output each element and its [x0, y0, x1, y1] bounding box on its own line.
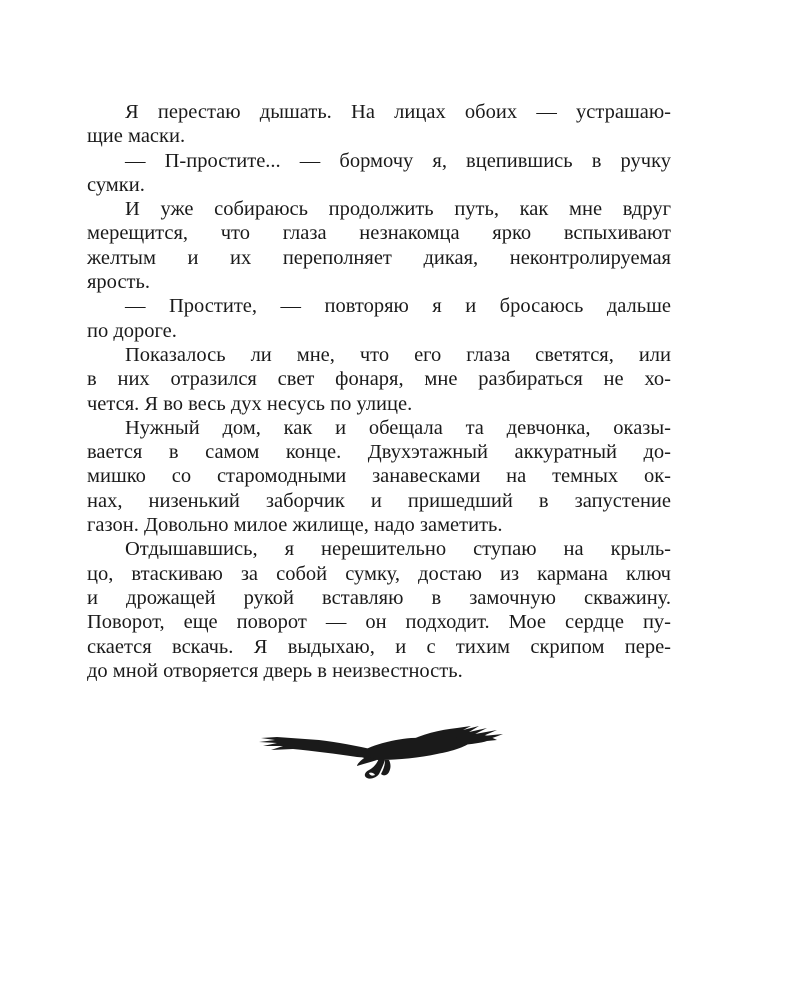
text-line: Отдышавшись, я нерешительно ступаю на крыль- [125, 538, 671, 561]
text-line: скается вскачь. Я выдыхаю, и с тихим скрипом пере- [87, 635, 671, 658]
paragraph-2 [87, 149, 671, 198]
text-line: ярость. [87, 271, 150, 294]
text-line: вается в самом конце. Двухэтажный аккуратный до- [87, 441, 671, 464]
paragraph-3 [87, 197, 671, 294]
text-line: и дрожащей рукой вставляю в замочную скважину. [87, 586, 671, 609]
crow-flying-icon [257, 720, 507, 785]
text-line: И уже собираюсь продолжить путь, как мне вдруг [125, 198, 671, 221]
paragraph-1 [87, 100, 671, 149]
text-line: цо, втаскиваю за собой сумку, достаю из кармана ключ [87, 562, 671, 585]
text-line: желтым и их переполняет дикая, неконтролируемая [87, 246, 671, 269]
paragraph-5 [87, 343, 671, 416]
text-line: Показалось ли мне, что его глаза светятся, или [125, 343, 671, 366]
text-line: мерещится, что глаза незнакомца ярко вспыхивают [87, 222, 671, 245]
text-line: — Простите, — повторяю я и бросаюсь дальше [125, 295, 671, 318]
text-line: щие маски. [87, 125, 186, 148]
text-line: Поворот, еще поворот — он подходит. Мое сердце пу- [87, 611, 671, 634]
text-line: газон. Довольно милое жилище, надо заметить. [87, 514, 503, 537]
paragraph-7 [87, 537, 671, 683]
paragraph-4 [87, 294, 671, 343]
text-line: мишко со старомодными занавесками на темных ок- [87, 465, 671, 488]
text-line: Нужный дом, как и обещала та девчонка, оказы- [125, 416, 671, 439]
text-line: по дороге. [87, 319, 177, 342]
text-line: нах, низенький заборчик и пришедший в запустение [87, 489, 671, 512]
text-line: — П-простите... — бормочу я, вцепившись в ручку [125, 149, 671, 172]
paragraph-6 [87, 416, 671, 537]
page-text [87, 100, 671, 683]
text-line: Я перестаю дышать. На лицах обоих — устрашаю- [125, 101, 671, 123]
text-line: до мной отворяется дверь в неизвестность. [87, 659, 463, 682]
text-line: в них отразился свет фонаря, мне разбираться не хо- [87, 368, 671, 391]
text-line: чется. Я во весь дух несусь по улице. [87, 392, 413, 415]
text-line: сумки. [87, 173, 145, 196]
